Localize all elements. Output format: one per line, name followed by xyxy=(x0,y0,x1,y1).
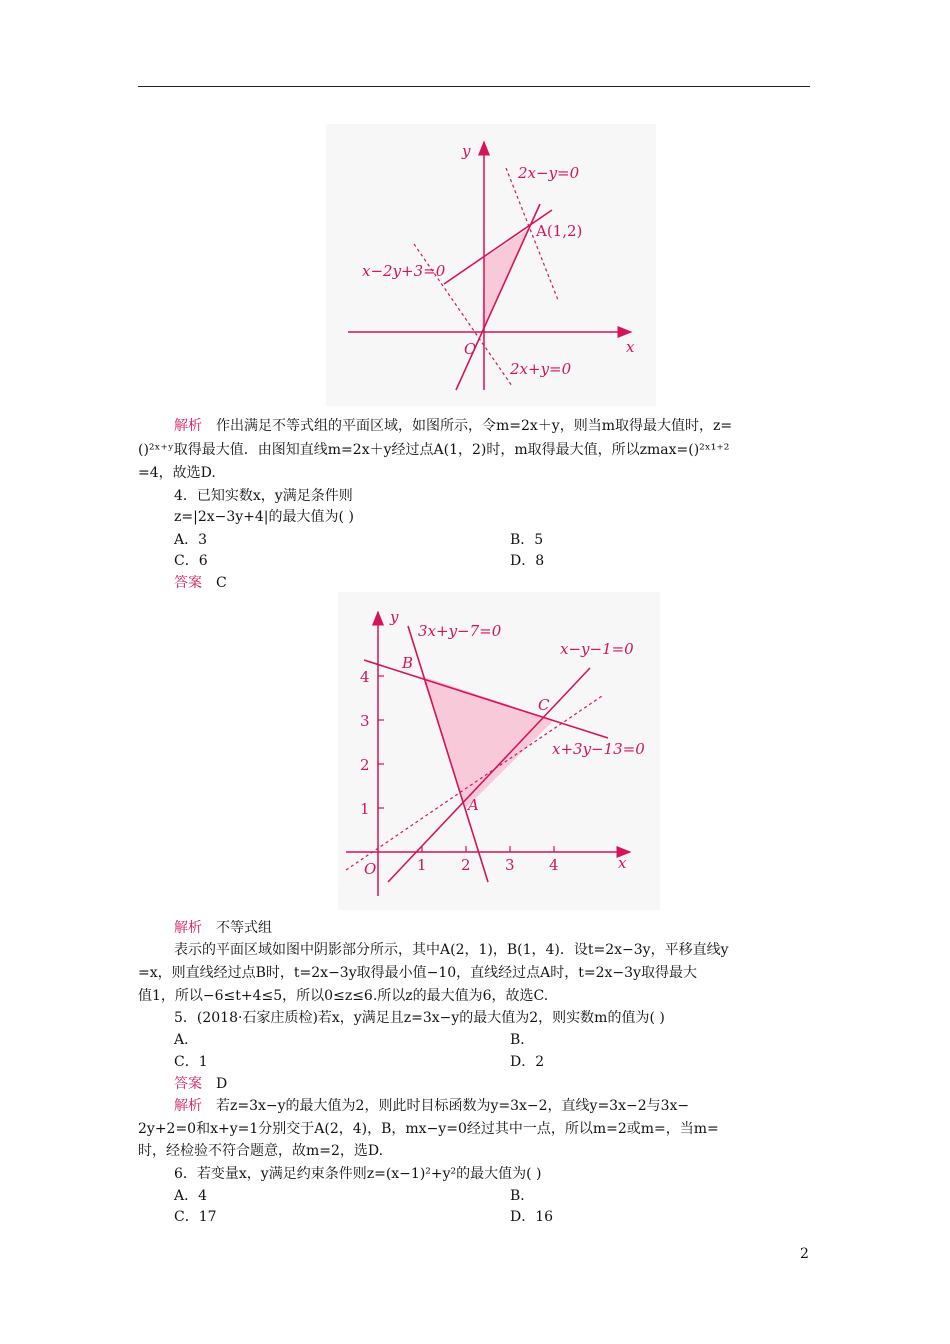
q4-option-a: A．3 xyxy=(174,532,208,548)
q5-answer: 答案 D xyxy=(174,1076,228,1092)
q5-option-c: C．1 xyxy=(174,1054,208,1070)
solution-label: 解析 xyxy=(174,920,202,936)
label-line-left: x−2y+3=0 xyxy=(362,262,446,280)
q5-option-d: D．2 xyxy=(510,1054,545,1070)
answer-label: 答案 xyxy=(174,575,202,591)
q4-option-c: C．6 xyxy=(174,553,208,569)
header-rule xyxy=(138,86,810,87)
y-axis-label: y xyxy=(462,142,471,160)
q4-answer: 答案 C xyxy=(174,575,227,591)
q5-explanation-3: 时，经检验不符合题意，故m=2，选D. xyxy=(138,1143,384,1159)
origin-label: O xyxy=(464,340,477,358)
q6-stem: 6．若变量x，y满足约束条件则z=(x−1)²+y²的最大值为( ) xyxy=(174,1166,542,1182)
q5-option-a: A． xyxy=(174,1032,199,1048)
q4-option-d: D．8 xyxy=(510,553,545,569)
label-point-B: B xyxy=(402,654,414,672)
y-tick-2: 2 xyxy=(360,756,370,774)
q6-option-c: C．17 xyxy=(174,1209,217,1225)
q5-stem: 5．(2018·石家庄质检)若x，y满足且z=3x−y的最大值为2，则实数m的值为( ) xyxy=(174,1010,665,1026)
label-point-C: C xyxy=(538,696,550,714)
origin-label: O xyxy=(364,860,377,878)
page-number: 2 xyxy=(800,1246,809,1262)
solution-1-line-1: 解析 作出满足不等式组的平面区域，如图所示，令m=2x＋y，则当m取得最大值时，z= xyxy=(174,418,733,434)
label-line-3: x+3y−13=0 xyxy=(552,740,645,758)
label-line-2: x−y−1=0 xyxy=(560,640,634,658)
q5-option-b: B． xyxy=(510,1032,535,1048)
figure-1 xyxy=(326,124,656,406)
y-ticks xyxy=(378,676,384,808)
solution-label: 解析 xyxy=(174,418,202,434)
solution-1-line-3: =4，故选D. xyxy=(138,465,216,481)
solution-2-line-0: 解析 不等式组 xyxy=(174,920,272,936)
x-tick-3: 3 xyxy=(505,856,515,874)
q5-explanation-1: 解析 若z=3x−y的最大值为2，则此时目标函数为y=3x−2，直线y=3x−2与3x− xyxy=(174,1098,690,1114)
figure-2 xyxy=(338,592,660,910)
q6-option-d: D．16 xyxy=(510,1209,554,1225)
y-tick-4: 4 xyxy=(360,668,370,686)
label-point-A: A(1,2) xyxy=(536,222,583,240)
label-point-A: A xyxy=(468,796,479,814)
x-axis-label: x xyxy=(618,854,627,872)
q4-stem-2: z=|2x−3y+4|的最大值为( ) xyxy=(174,509,354,525)
y-tick-1: 1 xyxy=(360,800,370,818)
q4-stem-1: 4．已知实数x，y满足条件则 xyxy=(174,488,353,504)
x-axis-label: x xyxy=(626,338,635,356)
x-tick-4: 4 xyxy=(549,856,559,874)
q6-option-b: B． xyxy=(510,1188,535,1204)
y-tick-3: 3 xyxy=(360,712,370,730)
q6-option-a: A．4 xyxy=(174,1188,208,1204)
answer-label: 答案 xyxy=(174,1076,202,1092)
label-line-top: 2x−y=0 xyxy=(518,164,580,182)
x-ticks xyxy=(422,846,554,852)
solution-2-line-1: 表示的平面区域如图中阴影部分所示，其中A(2，1)，B(1，4)．设t=2x−3y，平移直线y xyxy=(174,942,729,958)
y-axis-label: y xyxy=(390,608,399,626)
label-line-1: 3x+y−7=0 xyxy=(418,622,502,640)
solution-label: 解析 xyxy=(174,1098,202,1114)
figure-1-graph xyxy=(326,124,656,406)
figure-2-graph xyxy=(338,592,660,910)
solution-1-line-2: ()²ˣ⁺ʸ取得最大值．由图知直线m=2x＋y经过点A(1，2)时，m取得最大值，所以zmax=()²ˣ¹⁺² xyxy=(138,442,730,458)
label-line-bottom: 2x+y=0 xyxy=(510,360,572,378)
feasible-region xyxy=(422,676,554,808)
q4-option-b: B．5 xyxy=(510,532,544,548)
x-tick-2: 2 xyxy=(461,856,471,874)
q5-explanation-2: 2y+2=0和x+y=1分别交于A(2，4)，B，mx−y=0经过其中一点，所以m=2或m=，当m= xyxy=(138,1121,719,1137)
x-tick-1: 1 xyxy=(417,856,427,874)
solution-2-line-2: =x，则直线经过点B时，t=2x−3y取得最小值−10，直线经过点A时，t=2x−3y取得最大 xyxy=(138,965,697,981)
solution-2-line-3: 值1，所以−6≤t+4≤5，所以0≤z≤6.所以z的最大值为6，故选C. xyxy=(138,988,549,1004)
